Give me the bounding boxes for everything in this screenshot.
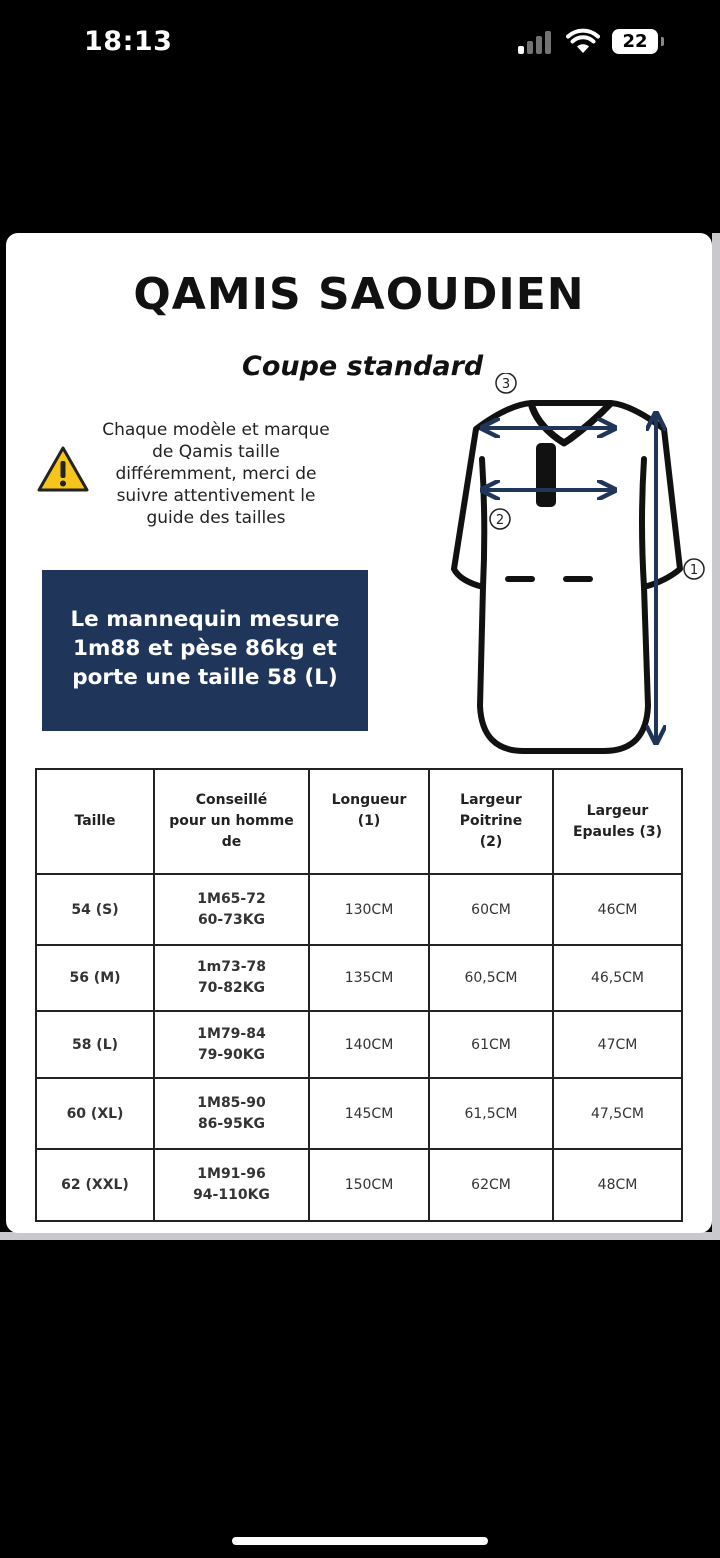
size-cell: 54 (S) [36,874,154,945]
length-cell: 130CM [309,874,429,945]
chest-cell: 61,5CM [429,1078,553,1149]
chest-cell: 60,5CM [429,945,553,1011]
length-cell: 135CM [309,945,429,1011]
size-cell: 56 (M) [36,945,154,1011]
warning-line: Chaque modèle et marque [102,420,330,440]
table-row [36,1011,682,1078]
warning-message [80,419,352,529]
cellular-signal-icon [518,30,558,54]
table-row [36,945,682,1011]
mannequin-info-box [42,570,368,731]
size-table [35,768,683,1222]
table-row [36,874,682,945]
chest-measure-label: 2 [495,513,505,528]
size-cell: 62 (XXL) [36,1149,154,1221]
qamis-diagram [436,373,712,773]
table-row [36,1149,682,1221]
size-cell: 60 (XL) [36,1078,154,1149]
mannequin-line: porte une taille 58 (L) [72,665,338,690]
warning-line: différemment, merci de [115,464,317,484]
warning-line: guide des tailles [146,508,286,528]
battery-tip [661,37,664,46]
recommended-cell: 1M91-96 94-110KG [154,1149,309,1221]
shoulders-cell: 48CM [553,1149,682,1221]
chest-cell: 60CM [429,874,553,945]
collar [531,403,611,443]
guide-title: QAMIS SAOUDIEN [133,269,585,320]
shoulders-cell: 46,5CM [553,945,682,1011]
recommended-cell: 1M79-84 79-90KG [154,1011,309,1078]
warning-line: suivre attentivement le [116,486,316,506]
recommended-cell: 1M85-90 86-95KG [154,1078,309,1149]
screen-edge [712,233,720,1238]
size-guide-image [6,233,712,1233]
placket [536,443,556,507]
header-length: Longueur (1) [309,769,429,874]
chest-cell: 62CM [429,1149,553,1221]
table-header-row [36,769,682,874]
header-recommended: Conseillé pour un homme de [154,769,309,874]
size-cell: 58 (L) [36,1011,154,1078]
mannequin-line: Le mannequin mesure [70,607,340,632]
mannequin-line: 1m88 et pèse 86kg et [73,636,337,661]
header-chest: Largeur Poitrine (2) [429,769,553,874]
length-cell: 145CM [309,1078,429,1149]
guide-subtitle: Coupe standard [242,351,484,382]
table-row [36,1078,682,1149]
length-measure-label: 1 [689,563,699,578]
length-cell: 140CM [309,1011,429,1078]
screen-edge-bottom [0,1232,720,1240]
wifi-icon [566,28,600,54]
shoulders-cell: 46CM [553,874,682,945]
status-bar [0,0,720,90]
recommended-cell: 1m73-78 70-82KG [154,945,309,1011]
status-time: 18:13 [84,26,173,57]
shoulders-cell: 47,5CM [553,1078,682,1149]
length-cell: 150CM [309,1149,429,1221]
header-shoulders: Largeur Epaules (3) [553,769,682,874]
shoulder-measure-label: 3 [501,377,511,392]
right-sleeve-line [642,459,644,587]
warning-line: de Qamis taille [152,442,280,462]
left-sleeve-line [482,459,484,587]
shoulders-cell: 47CM [553,1011,682,1078]
header-size: Taille [36,769,154,874]
recommended-cell: 1M65-72 60-73KG [154,874,309,945]
chest-cell: 61CM [429,1011,553,1078]
battery-icon: 22 [612,29,658,54]
home-indicator[interactable] [232,1537,488,1545]
